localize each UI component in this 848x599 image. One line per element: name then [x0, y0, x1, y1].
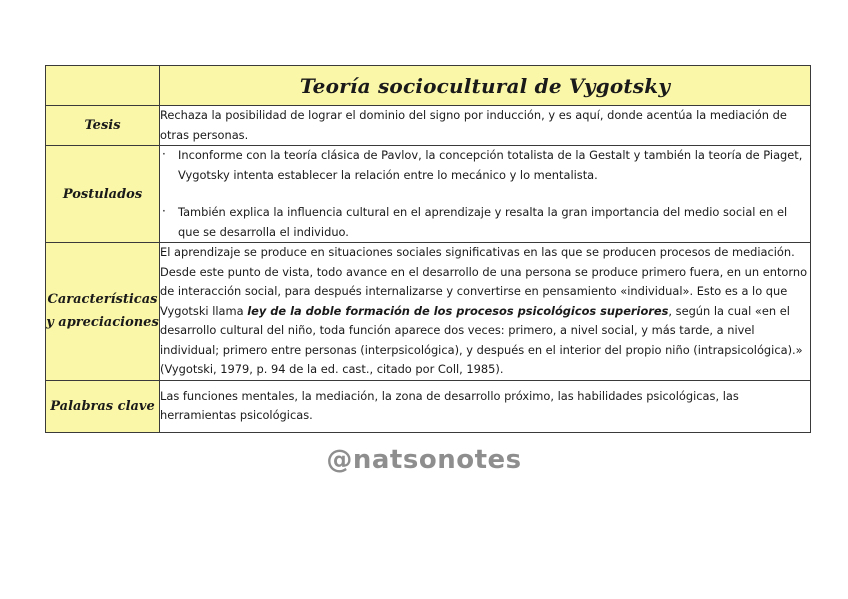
- table-title: Teoría sociocultural de Vygotsky: [160, 66, 811, 106]
- list-item: · También explica la influencia cultural en el aprendizaje y resalta la gran importancia del medio social en el que se desarrolla el individuo.: [160, 203, 810, 242]
- row-label-tesis: Tesis: [46, 106, 160, 146]
- row-text-postulados: [160, 146, 811, 243]
- watermark: @natsonotes: [326, 445, 522, 475]
- list-item: · Inconforme con la teoría clásica de Pavlov, la concepción totalista de la Gestalt y también la teoría de Piaget, Vygotsky intenta establecer la relación entre lo mecánico y lo mentalista.: [160, 146, 810, 185]
- theory-table: [45, 65, 811, 433]
- postulados-list: [160, 146, 810, 242]
- row-label-palabras-clave: Palabras clave: [46, 380, 160, 432]
- row-text-palabras-clave: Las funciones mentales, la mediación, la zona de desarrollo próximo, las habilidades psicológicas, las herramientas psicológicas.: [160, 380, 811, 432]
- row-label-caracteristicas: Características y apreciaciones: [46, 243, 160, 381]
- header-row: [46, 66, 811, 106]
- row-caracteristicas: [46, 243, 811, 381]
- row-tesis: [46, 106, 811, 146]
- row-text-tesis: Rechaza la posibilidad de lograr el dominio del signo por inducción, y es aquí, donde acentúa la mediación de otras personas.: [160, 106, 811, 146]
- header-empty-cell: [46, 66, 160, 106]
- row-palabras-clave: [46, 380, 811, 432]
- emphasized-term: ley de la doble formación de los procesos psicológicos superiores: [247, 303, 669, 318]
- row-text-caracteristicas: [160, 243, 811, 381]
- paragraph-start: El aprendizaje se produce en situaciones sociales significativas en las que se producen procesos de mediación. Desde este punto de vista, todo avance en el desarrollo de una persona se produce primero fuera, en un entorno de interacción social, para después internalizarse y convertirse en pensamiento «individual». Esto es a lo que Vygotski llama: [160, 245, 808, 318]
- row-label-postulados: Postulados: [46, 146, 160, 243]
- row-postulados: [46, 146, 811, 243]
- paragraph-end: , según la cual «en el desarrollo cultural del niño, toda función aparece dos veces: primero, a nivel social, y más tarde, a nivel individual; primero entre personas (interpsicológica), y después en el interior del propio niño (intrapsicológica).» (Vygotski, 1979, p. 94 de la ed. cast., citado por Coll, 1985).: [160, 303, 803, 376]
